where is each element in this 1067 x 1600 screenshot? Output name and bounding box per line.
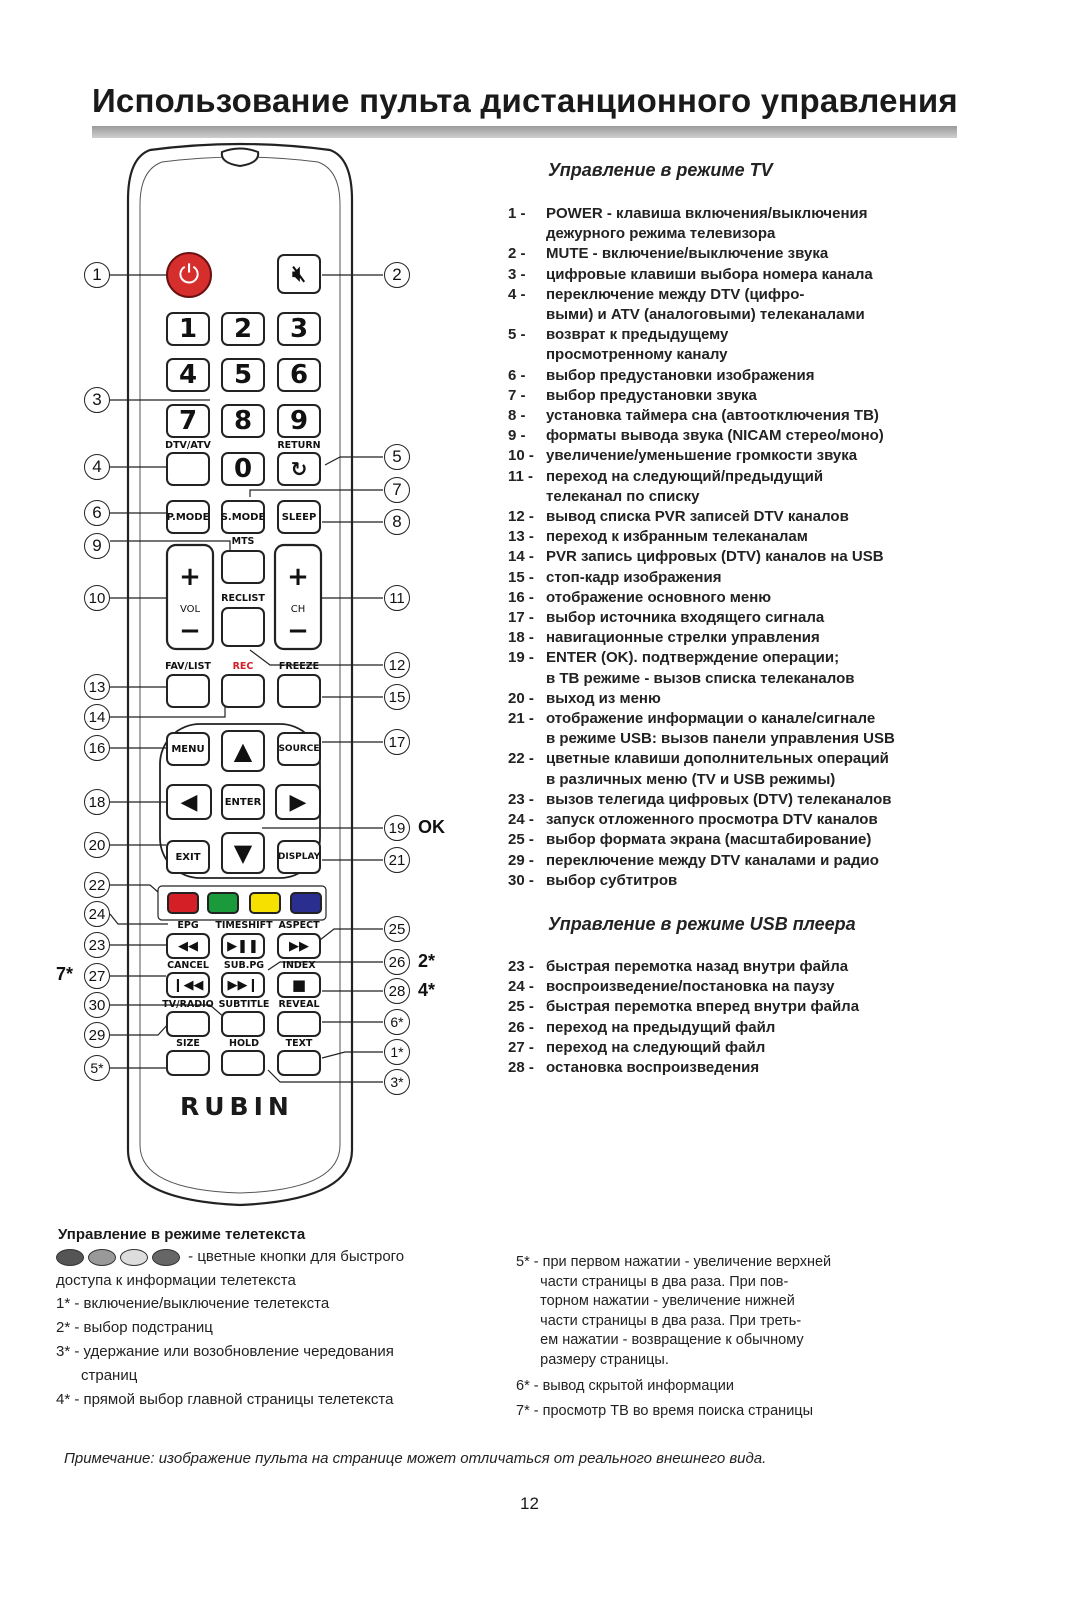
list-item (508, 265, 895, 285)
blue-key-button[interactable] (290, 892, 322, 914)
down-arrow-button[interactable] (221, 832, 265, 874)
fav-list-label: FAV/LIST (165, 661, 211, 672)
list-item (508, 1018, 859, 1038)
list-item (508, 709, 895, 729)
list-item-text: MUTE - включение/выключение звука (546, 245, 829, 263)
teletext-color-keys (56, 1245, 404, 1269)
list-item (508, 669, 895, 689)
list-item-text: PVR запись цифровых (DTV) каналов на USB (546, 548, 884, 566)
callout-28: 28 (384, 978, 410, 1004)
callout-15: 15 (384, 684, 410, 710)
teletext-list (56, 1292, 394, 1412)
list-item (508, 1058, 859, 1078)
list-item-number: 24 - (508, 811, 534, 829)
rec-label: REC (232, 661, 254, 672)
list-item-number: 9 - (508, 427, 526, 445)
list-item (508, 689, 895, 709)
list-item-text: выбор источника входящего сигнала (546, 609, 825, 627)
page-number: 12 (520, 1494, 539, 1513)
list-item (508, 305, 895, 325)
list-item-number (508, 729, 546, 749)
list-item-number: 7 - (508, 386, 526, 404)
callout-5: 5 (384, 444, 410, 470)
list-item-number (508, 770, 546, 790)
list-item-number: 23 - (508, 958, 534, 975)
teletext-color-line: - цветные кнопки для быстрого (188, 1248, 405, 1265)
subtitle-label: SUBTITLE (218, 999, 270, 1010)
callout-8: 8 (384, 509, 410, 535)
list-item-number: 2 - (508, 245, 526, 263)
teletext-dark2-oval-icon (152, 1249, 180, 1266)
return-label: RETURN (277, 440, 321, 451)
return-icon: ↻ (290, 457, 308, 481)
list-item-number: 4 - (508, 285, 526, 303)
list-item-number: 1 - (508, 205, 526, 222)
list-item (508, 224, 895, 244)
list-item-number: 18 - (508, 629, 534, 647)
list-item (508, 527, 895, 547)
list-item-text: ENTER (OK). подтверждение операции; (546, 649, 840, 667)
subtitle-button[interactable] (221, 1011, 265, 1037)
list-item-number: 15 - (508, 568, 534, 586)
size-label: SIZE (176, 1038, 200, 1049)
list-item-text: воспроизведение/постановка на паузу (546, 978, 835, 996)
text-line: части страницы в два раза. При треть- (516, 1312, 802, 1329)
list-item (508, 729, 895, 749)
text-line: страниц (56, 1367, 138, 1384)
list-item (508, 810, 895, 830)
text-line: 1* - включение/выключение телетекста (56, 1295, 330, 1312)
list-item-text: отображение информации о канале/сигнале (546, 710, 876, 728)
mts-button[interactable] (221, 550, 265, 584)
right-arrow-button[interactable] (275, 784, 321, 820)
ch-plus-icon[interactable]: + (287, 562, 309, 592)
teletext-light-oval-icon (120, 1249, 148, 1266)
previous-button[interactable] (166, 972, 210, 998)
list-item (508, 749, 895, 769)
up-arrow-button[interactable] (221, 730, 265, 772)
callout-13: 13 (84, 674, 110, 700)
display-button[interactable]: DISPLAY (277, 840, 321, 874)
text-line: 4* - прямой выбор главной страницы телетекста (56, 1391, 394, 1408)
list-item-number: 28 - (508, 1059, 534, 1077)
num-2-button[interactable]: 2 (221, 312, 265, 346)
list-item-text: переключение между DTV каналами и радио (546, 851, 879, 869)
red-key-button[interactable] (167, 892, 199, 914)
list-item-text: в различных меню (TV и USB режимы) (546, 770, 836, 788)
list-item (508, 997, 859, 1017)
list-item-number (508, 345, 546, 365)
stop-button[interactable] (277, 972, 321, 998)
next-button[interactable] (221, 972, 265, 998)
list-item (508, 487, 895, 507)
num-7-button[interactable]: 7 (166, 404, 210, 438)
mute-button[interactable] (277, 254, 321, 294)
list-item-text: запуск отложенного просмотра DTV каналов (546, 811, 878, 829)
callout-9: 9 (84, 533, 110, 559)
cancel-label: CANCEL (167, 960, 209, 971)
list-item-number (508, 224, 546, 244)
list-item-text: навигационные стрелки управления (546, 629, 820, 647)
mute-icon: 🔇︎ (292, 261, 306, 287)
mts-label: MTS (231, 536, 255, 547)
callout-7-star-text: 7* (56, 964, 74, 984)
stop-icon: ■ (291, 976, 307, 994)
num-3-button[interactable]: 3 (277, 312, 321, 346)
teletext-grey-oval-icon (88, 1249, 116, 1266)
callout-3-star: 3* (384, 1069, 410, 1095)
callout-21: 21 (384, 847, 410, 873)
list-item (508, 608, 895, 628)
list-item (508, 366, 895, 386)
list-item (508, 770, 895, 790)
callout-16: 16 (84, 735, 110, 761)
callout-24: 24 (84, 901, 110, 927)
list-item-text: в ТВ режиме - вызов списка телеканалов (546, 669, 855, 687)
list-item-text: отображение основного меню (546, 588, 772, 606)
left-arrow-icon: ◀ (180, 789, 198, 815)
list-item (508, 345, 895, 365)
list-item-number: 26 - (508, 1018, 534, 1036)
list-item (508, 406, 895, 426)
list-item-text: выбор предустановки звука (546, 386, 757, 404)
power-icon: ⏻ (178, 259, 200, 289)
pmode-button[interactable]: P.MODE (166, 500, 210, 534)
text-line: 7* - просмотр ТВ во время поиска страницы (516, 1403, 814, 1420)
callout-30: 30 (84, 992, 110, 1018)
menu-button[interactable]: MENU (166, 732, 210, 766)
footnote: Примечание: изображение пульта на странице может отличаться от реального внешнего вида. (64, 1450, 767, 1467)
list-item (508, 547, 895, 567)
callout-11: 11 (384, 585, 410, 611)
list-item-number: 14 - (508, 548, 534, 566)
list-item-text: быстрая перемотка вперед внутри файла (546, 998, 860, 1016)
callout-5-star: 5* (84, 1055, 110, 1081)
list-item-text: цветные клавиши дополнительных операций (546, 750, 889, 768)
list-item (508, 285, 895, 305)
reclist-label: RECLIST (221, 593, 265, 604)
usb-section-heading: Управление в режиме USB плеера (548, 914, 856, 934)
callout-4: 4 (84, 454, 110, 480)
list-item (508, 386, 895, 406)
num-4-button[interactable]: 4 (166, 358, 210, 392)
tv-section-heading: Управление в режиме TV (548, 160, 773, 180)
hold-label: HOLD (229, 1038, 259, 1049)
callout-29: 29 (84, 1022, 110, 1048)
list-item (508, 426, 895, 446)
list-item-number: 25 - (508, 831, 534, 849)
text-line: 3* - удержание или возобновление чередования (56, 1343, 394, 1360)
num-5-button[interactable]: 5 (221, 358, 265, 392)
text-line: размеру страницы. (516, 1351, 669, 1368)
callout-2: 2 (384, 262, 410, 288)
list-item (508, 830, 895, 850)
text-button[interactable] (277, 1050, 321, 1076)
list-item-text: возврат к предыдущему (546, 326, 729, 344)
list-item (508, 957, 859, 977)
callout-25: 25 (384, 916, 410, 942)
vol-plus-icon[interactable]: + (179, 562, 201, 592)
teletext-dark-oval-icon (56, 1249, 84, 1266)
list-item-number (508, 305, 546, 325)
callout-12: 12 (384, 652, 410, 678)
list-item-text: быстрая перемотка назад внутри файла (546, 958, 849, 975)
list-item-text: выбор субтитров (546, 871, 678, 889)
teletext-right-list (516, 1253, 831, 1422)
list-item (508, 871, 895, 891)
callout-26: 26 (384, 949, 410, 975)
list-item-text: увеличение/уменьшение громкости звука (546, 447, 858, 465)
epg-label: EPG (177, 920, 199, 931)
list-item (508, 851, 895, 871)
list-item-number: 3 - (508, 265, 526, 283)
left-arrow-button[interactable] (166, 784, 212, 820)
power-button[interactable] (166, 252, 212, 298)
usb-section-list (508, 957, 859, 1078)
aspect-label: ASPECT (278, 920, 320, 931)
list-item-text: POWER - клавиша включения/выключения (546, 205, 868, 222)
callout-ok-text: OK (418, 817, 445, 837)
rewind-button[interactable] (166, 933, 210, 959)
callout-6: 6 (84, 500, 110, 526)
green-key-button[interactable] (207, 892, 239, 914)
num-8-button[interactable]: 8 (221, 404, 265, 438)
callout-10: 10 (84, 585, 110, 611)
text-line: ем нажатии - возвращение к обычному (516, 1332, 804, 1349)
vol-minus-icon[interactable]: − (179, 616, 201, 646)
list-item-text: переход на предыдущий файл (546, 1018, 776, 1036)
list-item-number: 16 - (508, 588, 534, 606)
list-item-number: 21 - (508, 710, 534, 728)
list-item-text: выход из меню (546, 689, 661, 707)
list-item-text: выбор формата экрана (масштабирование) (546, 831, 872, 849)
text-line: 2* - выбор подстраниц (56, 1319, 213, 1336)
right-arrow-icon: ▶ (289, 789, 307, 815)
page-title: Использование пульта дистанционного управления (92, 82, 958, 119)
fast-forward-icon: ▶▶ (289, 938, 309, 954)
callout-14: 14 (84, 704, 110, 730)
freeze-button[interactable] (277, 674, 321, 708)
list-item (508, 648, 895, 668)
vol-label: VOL (179, 604, 201, 615)
list-item-number: 19 - (508, 649, 534, 667)
freeze-label: FREEZE (278, 661, 320, 672)
return-button[interactable] (277, 452, 321, 486)
callout-17: 17 (384, 729, 410, 755)
reveal-button[interactable] (277, 1011, 321, 1037)
remote-illustration (0, 0, 460, 1210)
list-item (508, 204, 895, 224)
play-pause-icon: ▶❚❚ (227, 938, 259, 954)
list-item-text: выми) и ATV (аналоговыми) телеканалами (546, 306, 865, 324)
callout-20: 20 (84, 832, 110, 858)
list-item-number (508, 487, 546, 507)
list-item-text: в режиме USB: вызов панели управления USB (546, 730, 895, 748)
list-item-text: стоп-кадр изображения (546, 568, 722, 586)
list-item (508, 446, 895, 466)
callout-2-star-text: 2* (418, 951, 436, 971)
list-item-number: 12 - (508, 508, 534, 526)
list-item-number (508, 669, 546, 689)
list-item-number: 24 - (508, 978, 534, 996)
brand-logo: RUBIN (180, 1092, 294, 1121)
list-item (508, 325, 895, 345)
text-line: торном нажатии - увеличение нижней (516, 1293, 795, 1310)
list-item-number: 17 - (508, 609, 534, 627)
list-item-number: 13 - (508, 528, 534, 546)
list-item-number: 29 - (508, 851, 534, 869)
list-item-number: 6 - (508, 366, 526, 384)
rec-button[interactable] (221, 674, 265, 708)
callout-7: 7 (384, 477, 410, 503)
list-item-text: остановка воспроизведения (546, 1059, 760, 1077)
previous-icon: ❙◀◀ (172, 977, 204, 993)
list-item (508, 568, 895, 588)
list-item (508, 467, 895, 487)
teletext-color-line-2: доступа к информации телетекста (56, 1272, 296, 1289)
list-item-text: переход к избранным телеканалам (546, 528, 808, 546)
num-1-button[interactable]: 1 (166, 312, 210, 346)
yellow-key-button[interactable] (249, 892, 281, 914)
list-item-text: выбор предустановки изображения (546, 366, 815, 384)
callout-1: 1 (84, 262, 110, 288)
num-0-button[interactable]: 0 (221, 452, 265, 486)
list-item-text: цифровые клавиши выбора номера канала (546, 265, 873, 283)
callout-19: 19 (384, 815, 410, 841)
list-item-number: 5 - (508, 326, 526, 344)
next-icon: ▶▶❙ (227, 977, 259, 993)
list-item-text: переход на следующий/предыдущий (546, 467, 824, 485)
list-item-number: 27 - (508, 1038, 534, 1056)
list-item (508, 628, 895, 648)
tv-section-list (508, 204, 895, 891)
text-line: 6* - вывод скрытой информации (516, 1377, 734, 1394)
ch-minus-icon[interactable]: − (287, 616, 309, 646)
list-item (508, 588, 895, 608)
list-item-text: дежурного режима телевизора (546, 225, 776, 243)
timeshift-label: TIMESHIFT (215, 920, 273, 931)
tv-radio-button[interactable] (166, 1011, 210, 1037)
list-item-number: 22 - (508, 750, 534, 768)
callout-1-star: 1* (384, 1039, 410, 1065)
list-item-number: 8 - (508, 407, 526, 425)
rewind-icon: ◀◀ (178, 938, 198, 954)
up-arrow-icon: ▲ (233, 737, 253, 765)
num-9-button[interactable]: 9 (277, 404, 321, 438)
list-item (508, 507, 895, 527)
text-label: TEXT (285, 1038, 313, 1049)
hold-button[interactable] (221, 1050, 265, 1076)
list-item-number: 10 - (508, 447, 534, 465)
text-line: 5* - при первом нажатии - увеличение верхней (516, 1254, 832, 1270)
list-item-text: вызов телегида цифровых (DTV) телеканалов (546, 790, 892, 808)
smode-button[interactable]: S.MODE (221, 500, 265, 534)
sleep-button[interactable]: SLEEP (277, 500, 321, 534)
list-item-number: 30 - (508, 871, 534, 889)
source-button[interactable]: SOURCE (277, 732, 321, 766)
list-item-number: 11 - (508, 467, 534, 485)
reclist-button[interactable] (221, 607, 265, 647)
num-6-button[interactable]: 6 (277, 358, 321, 392)
callout-23: 23 (84, 932, 110, 958)
exit-button[interactable]: EXIT (166, 840, 210, 874)
list-item-text: установка таймера сна (автоотключения ТВ) (546, 407, 879, 425)
dtv-atv-label: DTV/ATV (165, 440, 211, 451)
list-item-text: переключение между DTV (цифро- (546, 285, 805, 303)
play-pause-button[interactable] (221, 933, 265, 959)
callout-4-star-text: 4* (418, 980, 436, 1000)
list-item (508, 790, 895, 810)
fav-list-button[interactable] (166, 674, 210, 708)
list-item-number: 20 - (508, 689, 534, 707)
fast-forward-button[interactable] (277, 933, 321, 959)
callout-22: 22 (84, 872, 110, 898)
dtv-atv-button[interactable] (166, 452, 210, 486)
callout-6-star: 6* (384, 1009, 410, 1035)
enter-button[interactable]: ENTER (221, 784, 265, 820)
ch-label: CH (290, 604, 306, 615)
list-item-text: телеканал по списку (546, 487, 700, 505)
list-item (508, 244, 895, 264)
tv-radio-label: TV/RADIO (162, 999, 214, 1010)
list-item-text: вывод списка PVR записей DTV каналов (546, 508, 849, 526)
callout-18: 18 (84, 789, 110, 815)
list-item-text: форматы вывода звука (NICAM стерео/моно) (546, 427, 884, 445)
subpg-label: SUB.PG (223, 960, 265, 971)
list-item-number: 23 - (508, 790, 534, 808)
callout-3: 3 (84, 387, 110, 413)
down-arrow-icon: ▼ (233, 839, 253, 867)
reveal-label: REVEAL (278, 999, 320, 1010)
callout-27: 27 (84, 963, 110, 989)
list-item (508, 977, 859, 997)
list-item-number: 25 - (508, 998, 534, 1016)
size-button[interactable] (166, 1050, 210, 1076)
index-label: INDEX (282, 960, 316, 971)
list-item (508, 1038, 859, 1058)
teletext-heading: Управление в режиме телетекста (58, 1226, 306, 1243)
list-item-text: переход на следующий файл (546, 1038, 766, 1056)
text-line: части страницы в два раза. При пов- (516, 1273, 789, 1290)
list-item-text: просмотренному каналу (546, 346, 728, 364)
